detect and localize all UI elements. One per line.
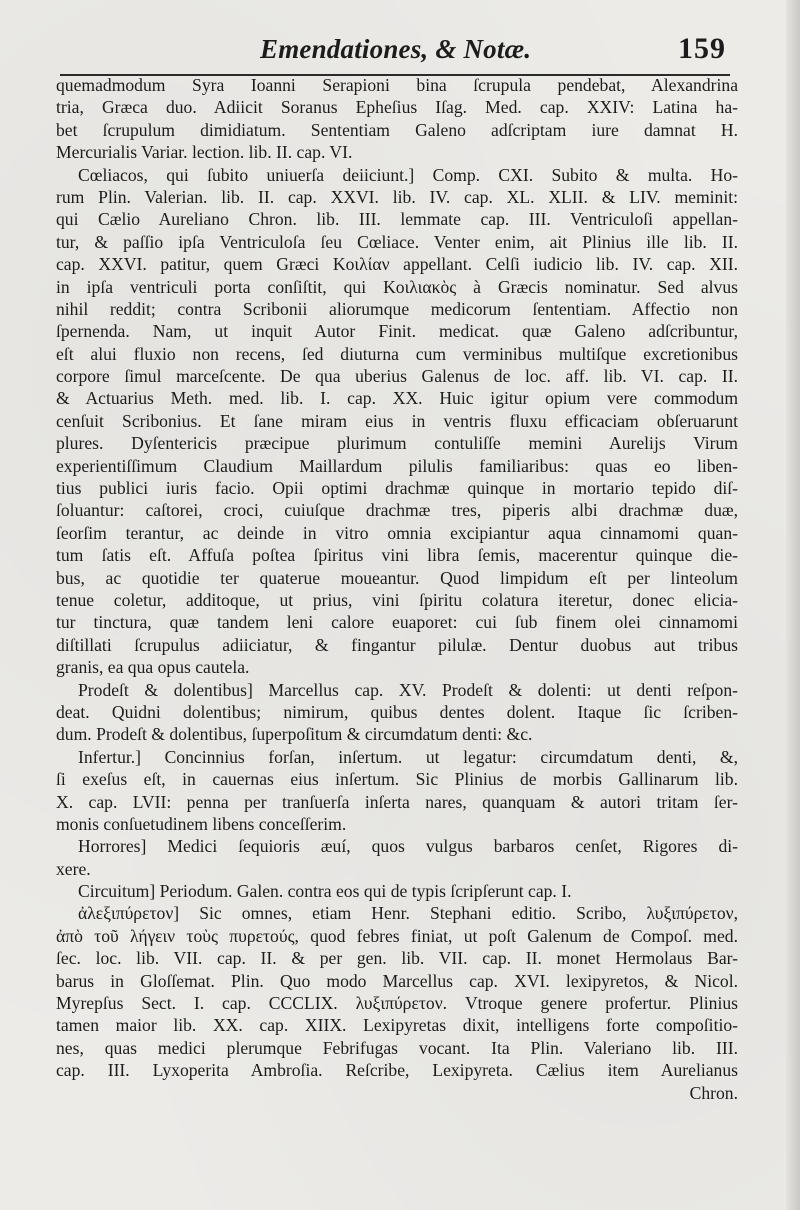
text-line: ſoluantur: caſtorei, croci, cuiuſque drachmæ tres, piperis albi drachmæ duæ, — [56, 500, 738, 521]
text-line: tenue coletur, additoque, ut prius, vini ſpiritu colatura iteretur, donec elicia- — [56, 589, 738, 610]
text-line: xere. — [56, 858, 91, 879]
text-line: & Actuarius Meth. med. lib. I. cap. XX. Huic igitur opium vere commodum — [56, 388, 738, 409]
text-line: Prodeſt & dolentibus] Marcellus cap. XV. Prodeſt & dolenti: ut denti reſpon- — [78, 679, 738, 700]
text-line: Mercurialis Variar. lection. lib. II. cap. VI. — [56, 142, 353, 163]
text-line: ἀπὸ τοῦ λήγειν τοὺς πυρετούς, quod febres finiat, ut poſt Galenum de Compoſ. med. — [56, 925, 738, 946]
text-line: tur tinctura, quæ tandem leni calore euaporet: cui ſub finem olei cinnamomi — [56, 612, 738, 633]
text-line: in ipſa ventriculi porta conſiſtit, qui Κοιλιακὸς à Græcis nominatur. Sed alvus — [56, 276, 738, 297]
text-line: rum Plin. Valerian. lib. II. cap. XXVI. lib. IV. cap. XL. XLII. & LIV. meminit: — [56, 186, 738, 207]
text-line: diſtillati ſcrupulus adiiciatur, & fingantur pilulæ. Dentur duobus aut tribus — [56, 634, 738, 655]
text-line: ſeorſim terantur, ac deinde in vitro omnia excipiantur aqua cinnamomi quan- — [56, 522, 738, 543]
text-line: quemadmodum Syra Ioanni Serapioni bina ſcrupula pendebat, Alexandrina — [56, 75, 738, 95]
body-text — [56, 74, 738, 1104]
text-line: tur, & paſſio ipſa Ventriculoſa ſeu Cœliace. Venter enim, ait Plinius ille lib. II. — [56, 231, 738, 252]
text-line: Infertur.] Concinnius forſan, inſertum. ut legatur: circumdatum denti, &, — [78, 746, 738, 767]
text-line: dum. Prodeſt & dolentibus, ſuperpoſitum & circumdatum denti: &c. — [56, 724, 533, 745]
text-line: nihil reddit; contra Scribonii aliorumque medicorum ſententiam. Affectio non — [56, 298, 738, 319]
page-header — [60, 28, 730, 76]
text-line: corpore ſimul marceſcente. De qua uberius Galenus de loc. aff. lib. VI. cap. II. — [56, 366, 738, 387]
page-edge — [786, 0, 800, 1210]
page-number: 159 — [678, 32, 726, 65]
text-line: Circuitum] Periodum. Galen. contra eos qui de typis ſcripſerunt cap. I. — [78, 881, 572, 902]
text-line: eſt alui fluxio non recens, ſed diuturna cum verminibus multiſque excretionibus — [56, 343, 738, 364]
text-line: tamen maior lib. XX. cap. XIIX. Lexipyretas dixit, intelligens forte compoſitio- — [56, 1015, 738, 1036]
text-line: tria, Græca duo. Adiicit Soranus Epheſius Iſag. Med. cap. XXIV: Latina ha- — [56, 97, 738, 118]
text-line: ſpernenda. Nam, ut inquit Autor Finit. medicat. quæ Galeno adſcribuntur, — [56, 321, 738, 342]
text-line: Horrores] Medici ſequioris æuí, quos vulgus barbaros cenſet, Rigores di- — [78, 836, 738, 857]
text-line: ſi exeſus eſt, in cauernas eius inſertum. Sic Plinius de morbis Gallinarum lib. — [56, 769, 738, 790]
text-line: Cœliacos, qui ſubito uniuerſa deiiciunt.] Comp. CXI. Subito & multa. Ho- — [78, 164, 738, 185]
catchword: Chron. — [689, 1082, 738, 1103]
text-line: deat. Quidni dolentibus; nimirum, quibus dentes dolent. Itaque ſic ſcriben- — [56, 701, 738, 722]
text-line: bet ſcrupulum dimidiatum. Sententiam Galeno adſcriptam iure damnat H. — [56, 119, 738, 140]
text-line: X. cap. LVII: penna per tranſuerſa inſerta nares, quanquam & autori tritam ſer- — [56, 791, 738, 812]
text-line: experientiſſimum Claudium Maillardum pilulis familiaribus: quas eo liben- — [56, 455, 738, 476]
text-line: cap. XXVI. patitur, quem Græci Κοιλίαν appellant. Celſi iudicio lib. IV. cap. XII. — [56, 254, 738, 275]
text-line: tum ſatis eſt. Affuſa poſtea ſpiritus vini libra ſemis, macerentur quinque die- — [56, 545, 738, 566]
text-line: tius publici iuris facio. Opii optimi drachmæ quinque in mortario tepido diſ- — [56, 478, 738, 499]
text-line: qui Cælio Aureliano Chron. lib. III. lemmate cap. III. Ventriculoſi appellan- — [56, 209, 738, 230]
text-line: Myrepſus Sect. I. cap. CCCLIX. λυξιπύρετον. Vtroque genere profertur. Plinius — [56, 993, 738, 1014]
text-line: ſec. loc. lib. VII. cap. II. & per gen. lib. VII. cap. II. monet Hermolaus Bar- — [56, 948, 738, 969]
text-line: barus in Gloſſemat. Plin. Quo modo Marcellus cap. XVI. lexipyretos, & Nicol. — [56, 970, 738, 991]
running-title: Emendationes, & Notæ. — [260, 34, 532, 64]
text-line: cenſuit Scribonius. Et ſane miram eius in ventris fluxu efficaciam obſeruarunt — [56, 410, 738, 431]
text-line: cap. III. Lyxoperita Ambroſia. Reſcribe, Lexipyreta. Cælius item Aurelianus — [56, 1060, 738, 1081]
text-line: bus, ac quotidie ter quaterue moueantur. Quod limpidum eſt per linteolum — [56, 567, 738, 588]
text-line: nes, quas medici plerumque Febrifugas vocant. Ita Plin. Valeriano lib. III. — [56, 1037, 738, 1058]
text-line: ἀλεξιπύρετον] Sic omnes, etiam Henr. Stephani editio. Scribo, λυξιπύρετον, — [78, 903, 738, 924]
text-line: plures. Dyſentericis præcipue plurimum contuliſſe memini Aurelijs Virum — [56, 433, 738, 454]
text-line: granis, ea qua opus cautela. — [56, 657, 250, 678]
text-line: monis conſuetudinem libens conceſſerim. — [56, 813, 347, 834]
